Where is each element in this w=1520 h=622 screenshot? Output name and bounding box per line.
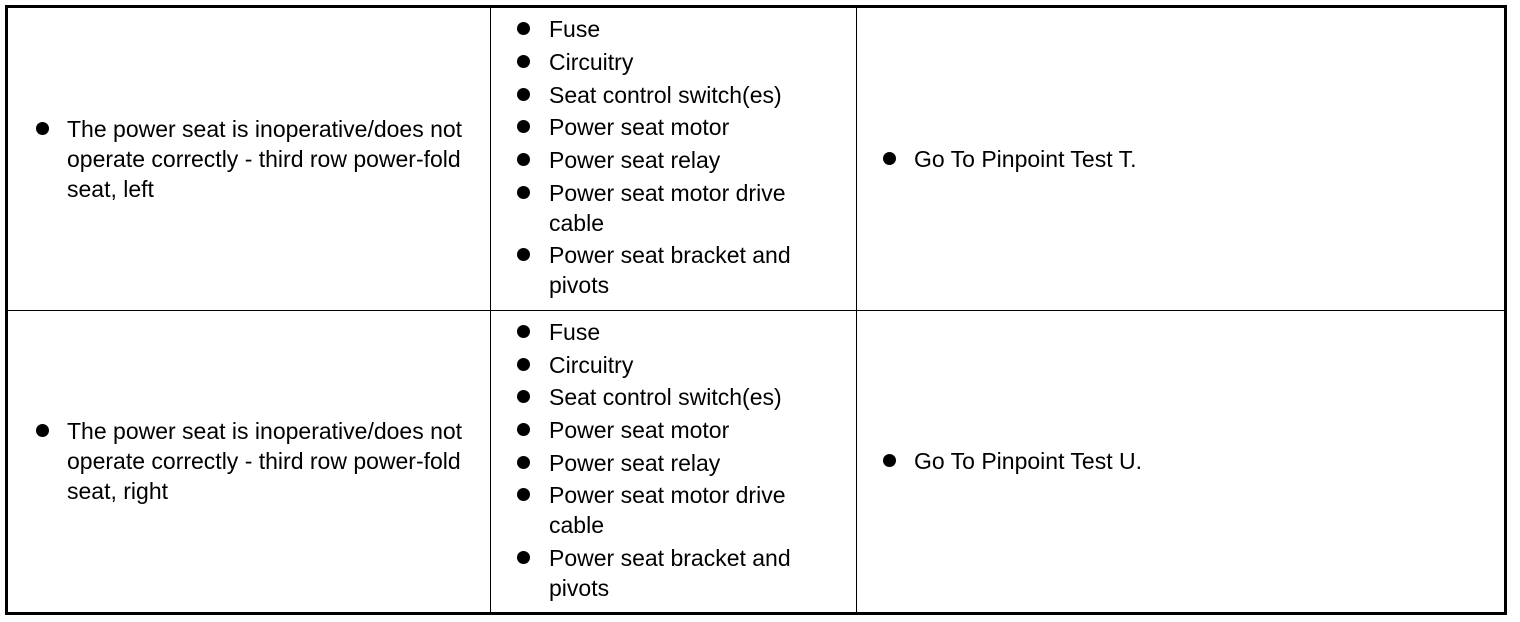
action-list xyxy=(857,144,1504,174)
condition-list xyxy=(8,114,490,204)
condition-text: The power seat is inoperative/does not operate correctly - third row power-fold seat, left xyxy=(67,114,470,204)
list-item: Power seat motor xyxy=(549,415,846,445)
action-text: Go To Pinpoint Test U. xyxy=(914,446,1504,476)
action-cell xyxy=(857,7,1506,311)
symptom-chart-table xyxy=(5,5,1507,615)
list-item: Power seat motor drive cable xyxy=(549,178,846,238)
condition-cell xyxy=(7,310,491,614)
list-item: Fuse xyxy=(549,14,846,44)
table-row xyxy=(7,310,1506,614)
condition-text: The power seat is inoperative/does not operate correctly - third row power-fold seat, right xyxy=(67,416,470,506)
list-item: Power seat relay xyxy=(549,448,846,478)
list-item: Power seat motor drive cable xyxy=(549,480,846,540)
list-item: Circuitry xyxy=(549,350,846,380)
action-list xyxy=(857,446,1504,476)
list-item: Power seat bracket and pivots xyxy=(549,543,846,603)
table-row xyxy=(7,7,1506,311)
list-item: Power seat relay xyxy=(549,145,846,175)
list-item: Power seat bracket and pivots xyxy=(549,240,846,300)
condition-cell xyxy=(7,7,491,311)
condition-list xyxy=(8,416,490,506)
list-item: Fuse xyxy=(549,317,846,347)
list-item: Circuitry xyxy=(549,47,846,77)
list-item: Seat control switch(es) xyxy=(549,382,846,412)
list-item: Seat control switch(es) xyxy=(549,80,846,110)
list-item: Power seat motor xyxy=(549,112,846,142)
action-cell xyxy=(857,310,1506,614)
possible-sources-cell xyxy=(491,7,857,311)
possible-sources-list xyxy=(491,14,856,300)
possible-sources-cell xyxy=(491,310,857,614)
possible-sources-list xyxy=(491,317,856,603)
action-text: Go To Pinpoint Test T. xyxy=(914,144,1504,174)
